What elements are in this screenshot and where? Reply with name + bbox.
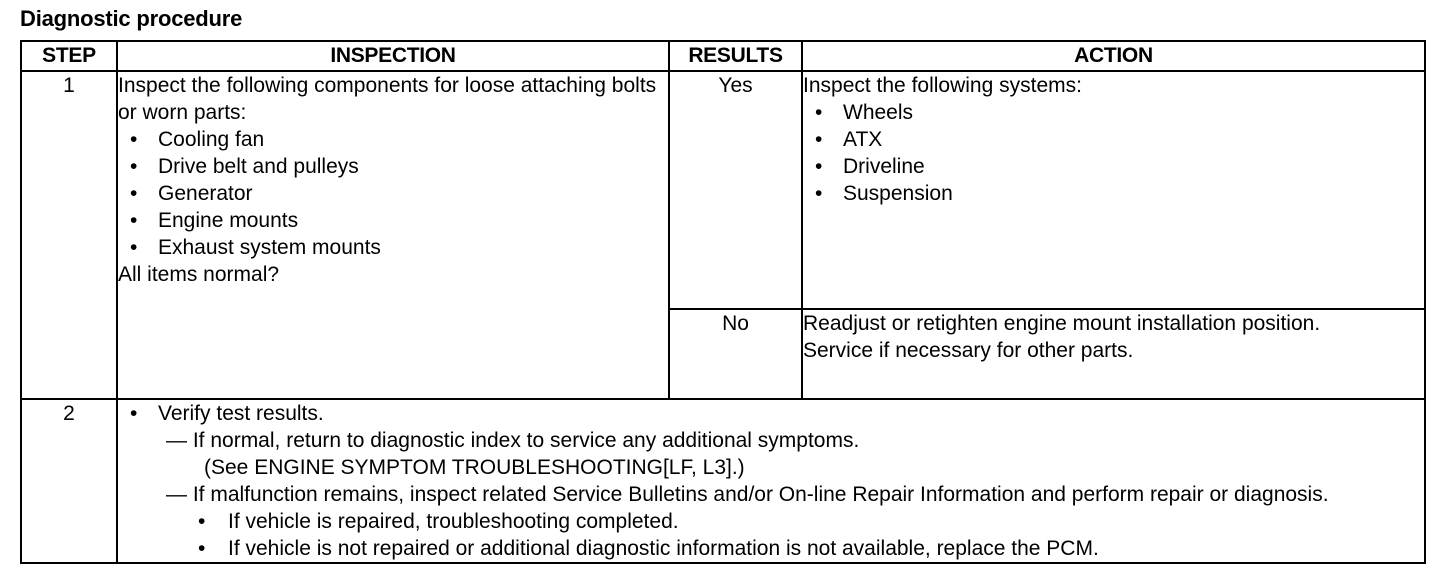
action-yes-system-list [803, 99, 1424, 207]
action-no [802, 309, 1425, 399]
diagnostic-table [20, 40, 1426, 564]
step-1-question: All items normal? [118, 263, 280, 286]
header-row [21, 41, 1425, 71]
step-1-inspection [117, 71, 669, 399]
step-2-inspection [117, 399, 1425, 563]
step-2-malfunction: — If malfunction remains, inspect related Service Bulletins and/or On-line Repair Information and perform repair or diagnosis. [166, 483, 1329, 506]
header-step: STEP [21, 41, 117, 71]
step-2-sub-2: • If vehicle is not repaired or additional diagnostic information is not available, replace the PCM. [118, 535, 1424, 562]
list-item: • Suspension [803, 180, 1424, 207]
list-item: • Wheels [803, 99, 1424, 126]
page-title: Diagnostic procedure [20, 6, 243, 31]
list-item: • ATX [803, 126, 1424, 153]
result-yes: Yes [669, 71, 802, 309]
list-item: • Exhaust system mounts [118, 234, 668, 261]
action-no-line-1: Readjust or retighten engine mount installation position. [803, 312, 1321, 335]
header-inspection: INSPECTION [117, 41, 669, 71]
step-1-row-yes [21, 71, 1425, 309]
step-1-intro: Inspect the following components for loose attaching bolts or worn parts: [118, 74, 657, 124]
step-2-see-reference: (See ENGINE SYMPTOM TROUBLESHOOTING[LF, L3].) [204, 456, 745, 479]
step-1-number: 1 [21, 71, 117, 399]
result-no: No [669, 309, 802, 399]
list-item: • Drive belt and pulleys [118, 153, 668, 180]
step-2-normal: — If normal, return to diagnostic index to service any additional symptoms. [166, 429, 860, 452]
list-item: • Engine mounts [118, 207, 668, 234]
header-results: RESULTS [669, 41, 802, 71]
header-action: ACTION [802, 41, 1425, 71]
list-item: • Cooling fan [118, 126, 668, 153]
step-2-row [21, 399, 1425, 563]
step-1-component-list [118, 126, 668, 261]
step-2-bullet: • Verify test results. [118, 400, 1424, 427]
list-item: • Driveline [803, 153, 1424, 180]
action-yes [802, 71, 1425, 309]
action-yes-intro: Inspect the following systems: [803, 74, 1082, 97]
step-2-number: 2 [21, 399, 117, 563]
action-no-line-2: Service if necessary for other parts. [803, 339, 1134, 362]
list-item: • Generator [118, 180, 668, 207]
step-2-sub-1: • If vehicle is repaired, troubleshooting completed. [118, 508, 1424, 535]
